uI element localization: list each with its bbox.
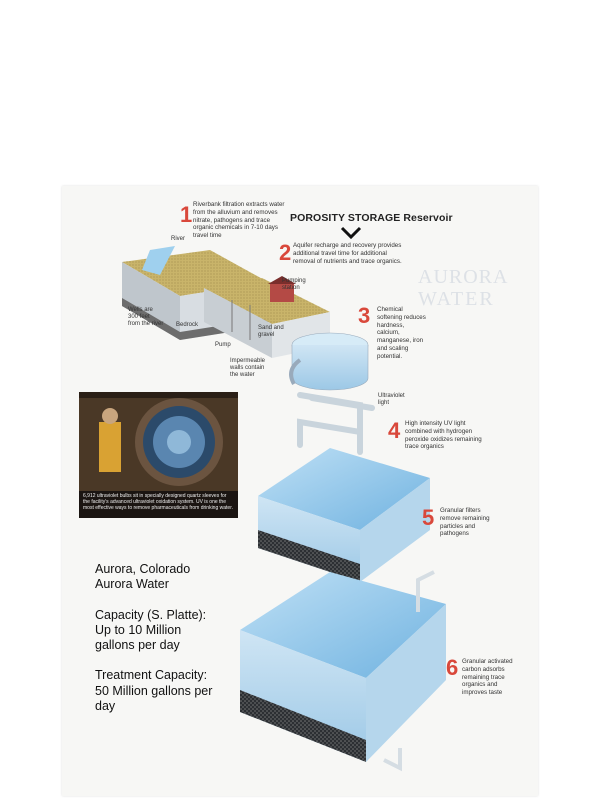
capacity-value-line-1: Up to 10 Million xyxy=(95,622,182,637)
softening-tank xyxy=(291,333,368,390)
uv-pipes xyxy=(300,395,372,452)
location-text: Aurora, Colorado xyxy=(95,562,191,576)
bedrock-label: Bedrock xyxy=(176,322,199,328)
sand-gravel-label: Sand and gravel xyxy=(258,325,284,339)
photo-caption: 6,912 ultraviolet bulbs sit in specially designed quartz sleeves for the facility's advanced ultraviolet oxidation system. UV is one the most effective ways to remove pharmaceuticals from drinking water. xyxy=(79,491,238,518)
step-4-number: 4 xyxy=(388,418,401,443)
facility-info xyxy=(95,562,212,714)
step-3-number: 3 xyxy=(358,303,371,328)
step-5-number: 5 xyxy=(422,505,435,530)
pumping-station-label: Pumping station xyxy=(282,278,306,292)
uv-system-photo xyxy=(79,392,238,518)
treatment-value-line-2: day xyxy=(95,698,116,713)
step-2-text: Aquifer recharge and recovery provides additional travel time for additional removal of nutrients and trace organics. xyxy=(293,242,402,265)
river-label: River xyxy=(171,236,186,242)
granular-filter-tank xyxy=(258,448,430,582)
uv-photo-illustration xyxy=(79,392,238,492)
step-2-number: 2 xyxy=(279,240,292,265)
carbon-tank xyxy=(240,572,446,768)
treatment-capacity-label: Treatment Capacity: xyxy=(95,668,208,683)
step-6-number: 6 xyxy=(446,655,459,680)
step-1-text: Riverbank filtration extracts water from the alluvium and removes nitrate, pathogens and trace organic chemicals in 7-10 days travel time xyxy=(193,201,285,239)
treatment-value-line-1: 50 Million gallons per xyxy=(95,683,213,698)
watermark-line-1: AURORA xyxy=(418,266,509,288)
utility-text: Aurora Water xyxy=(95,577,169,592)
step-6-text: Granular activated carbon adsorbs remaining trace organics and improves taste xyxy=(462,658,513,696)
step-1-number: 1 xyxy=(180,202,193,227)
capacity-value-line-2: gallons per day xyxy=(95,638,180,652)
step-3-text: Chemical softening reduces hardness, calcium, manganese, iron and scaling potential. xyxy=(377,306,426,360)
impermeable-walls-label: Impermeable walls contain the water xyxy=(230,358,266,379)
reservoir-title: POROSITY STORAGE Reservoir xyxy=(290,212,453,224)
watermark-line-2: WATER xyxy=(418,288,495,310)
capacity-label: Capacity (S. Platte): xyxy=(95,607,207,622)
step-5-text: Granular filters remove remaining particles and pathogens xyxy=(440,507,490,538)
step-4-text: High intensity UV light combined with hydrogen peroxide oxidizes remaining trace organics xyxy=(405,420,482,451)
pump-label: Pump xyxy=(215,342,231,348)
chevron-down-icon xyxy=(340,226,362,240)
uv-light-label: Ultraviolet light xyxy=(378,393,405,407)
wells-label: Wells are 300 feet from the river xyxy=(128,307,164,328)
